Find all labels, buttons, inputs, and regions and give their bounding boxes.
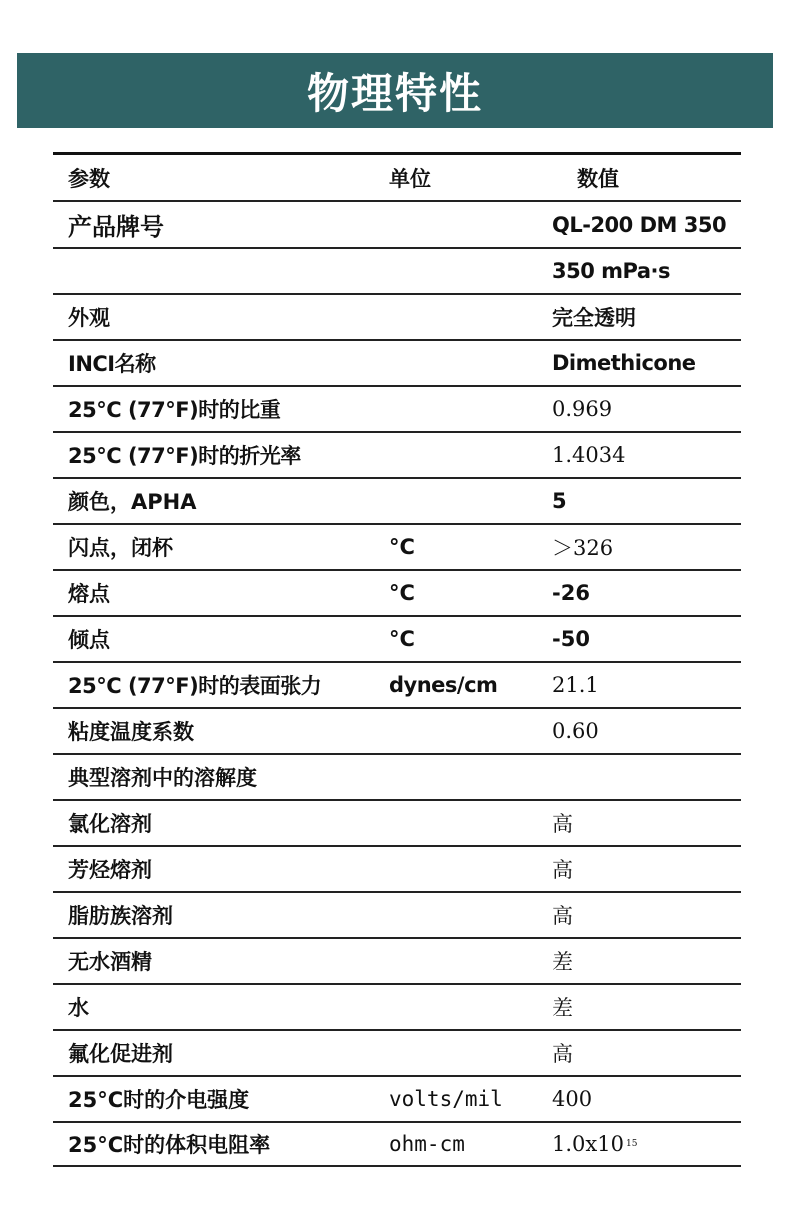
param-cell: 闪点，闭杯 (68, 536, 173, 560)
header-value: 数值 (577, 166, 619, 191)
value-mantissa: 1.0x10 (552, 1132, 624, 1156)
value-cell: 400 (552, 1087, 593, 1111)
param-cell: 典型溶剂中的溶解度 (68, 766, 257, 790)
param-cell: 25°C时的体积电阻率 (68, 1133, 271, 1157)
table-row (53, 477, 741, 523)
value-cell (552, 1123, 637, 1165)
value-cell: 高 (552, 812, 573, 836)
table-row (53, 1075, 741, 1121)
table-row (53, 1029, 741, 1075)
value-cell: 5 (552, 489, 567, 513)
table-row (53, 385, 741, 431)
value-cell: 高 (552, 1042, 573, 1066)
value-cell: 高 (552, 858, 573, 882)
table-row (53, 753, 741, 799)
unit-cell: °C (389, 535, 415, 559)
param-cell: 倾点 (68, 628, 110, 652)
value-cell: -50 (552, 627, 590, 651)
unit-cell: dynes/cm (389, 673, 498, 697)
value-cell: 0.60 (552, 719, 599, 743)
value-cell: 1.4034 (552, 443, 626, 467)
header-param: 参数 (68, 166, 110, 191)
value-cell: -26 (552, 581, 590, 605)
unit-cell: °C (389, 627, 415, 651)
title-banner (17, 53, 773, 128)
table-row (53, 339, 741, 385)
unit-cell: °C (389, 581, 415, 605)
table-row (53, 937, 741, 983)
page-title: 物理特性 (306, 68, 483, 118)
value-cell: 21.1 (552, 673, 599, 697)
param-cell: 芳烃熔剂 (68, 858, 152, 882)
param-cell: 氯化溶剂 (68, 812, 152, 836)
table-row (53, 707, 741, 753)
table-row (53, 891, 741, 937)
param-cell: 粘度温度系数 (68, 720, 194, 744)
header-unit: 单位 (389, 166, 431, 191)
table-row (53, 799, 741, 845)
param-cell: 脂肪族溶剂 (68, 904, 173, 928)
table-row (53, 523, 741, 569)
param-cell: 无水酒精 (68, 950, 152, 974)
unit-cell: volts/mil (389, 1087, 503, 1111)
value-cell: 350 mPa·s (552, 259, 671, 283)
properties-table (53, 152, 741, 1167)
table-row (53, 845, 741, 891)
param-cell: 氟化促进剂 (68, 1042, 173, 1066)
param-cell: 颜色，APHA (68, 490, 197, 514)
value-cell: 差 (552, 950, 573, 974)
value-cell: QL-200 DM 350 (552, 212, 727, 237)
table-row (53, 1121, 741, 1167)
table-row (53, 431, 741, 477)
value-cell: 差 (552, 996, 573, 1020)
value-cell: 完全透明 (552, 306, 636, 330)
table-row (53, 615, 741, 661)
param-cell: 25°C (77°F)时的比重 (68, 398, 281, 422)
table-row (53, 569, 741, 615)
param-cell: 外观 (68, 306, 110, 330)
table-row (53, 247, 741, 293)
value-exponent: 15 (625, 1139, 638, 1149)
param-cell: 熔点 (68, 582, 110, 606)
value-cell: 0.969 (552, 397, 613, 421)
table-row (53, 661, 741, 707)
param-cell: INCI名称 (68, 352, 156, 376)
param-cell: 水 (68, 996, 89, 1020)
table-row (53, 200, 741, 247)
param-cell: 产品牌号 (68, 213, 164, 241)
value-cell: ＞326 (552, 536, 614, 560)
value-cell: Dimethicone (552, 351, 696, 375)
table-header-row (53, 152, 741, 200)
param-cell: 25°C (77°F)时的折光率 (68, 444, 301, 468)
table-row (53, 983, 741, 1029)
value-cell: 高 (552, 904, 573, 928)
table-row (53, 293, 741, 339)
param-cell: 25°C (77°F)时的表面张力 (68, 674, 322, 698)
param-cell: 25°C时的介电强度 (68, 1088, 250, 1112)
unit-cell: ohm-cm (389, 1132, 465, 1156)
